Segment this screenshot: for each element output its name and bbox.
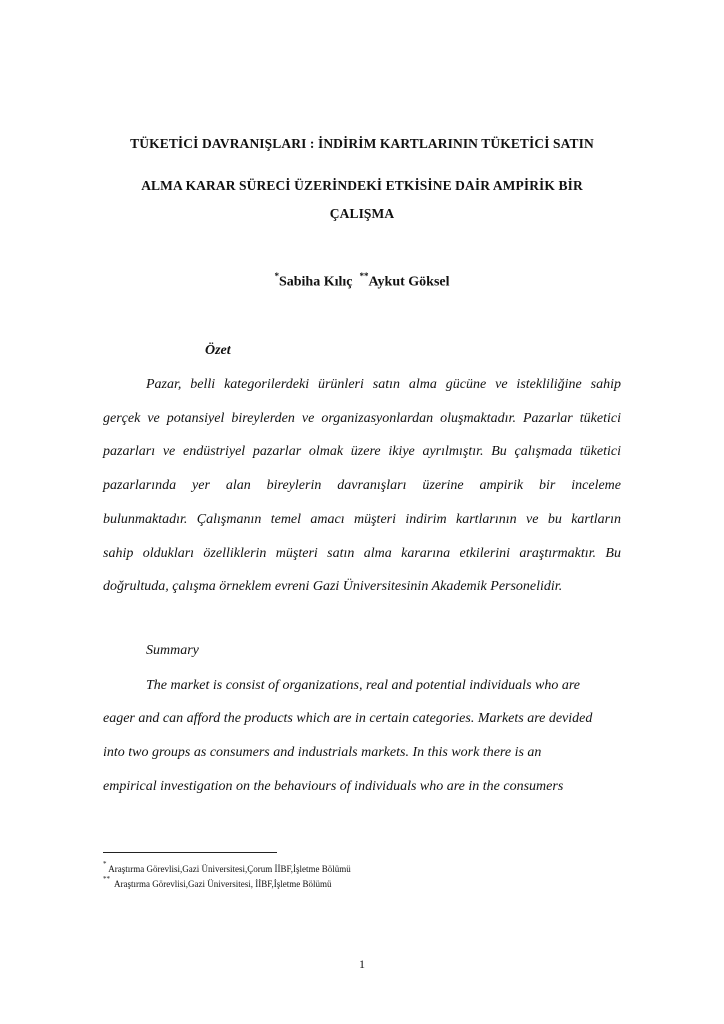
summary-line: The market is consist of organizations, real and potential individuals who are (146, 678, 580, 693)
summary-heading: Summary (146, 643, 199, 658)
ozet-line: gerçek ve potansiyel bireylerden ve organizasyonlardan oluşmaktadır. Pazarlar tüketici (103, 411, 621, 426)
author2-mark: ** (359, 271, 369, 281)
title-line-1: TÜKETİCİ DAVRANIŞLARI : İNDİRİM KARTLARININ TÜKETİCİ SATIN (130, 136, 594, 151)
title-line-2: ALMA KARAR SÜRECİ ÜZERİNDEKİ ETKİSİNE DAİR AMPİRİK BİR (141, 178, 583, 193)
footnote-1-mark: * (103, 860, 107, 868)
ozet-line: sahip oldukları özelliklerin müşteri satın alma kararına etkilerini araştırmaktır. Bu (103, 546, 621, 561)
authors (0, 272, 724, 291)
ozet-line: Pazar, belli kategorilerdeki ürünleri satın alma gücüne ve istekliliğine sahip (146, 377, 621, 392)
summary-line: into two groups as consumers and industrials markets. In this work there is an (103, 745, 542, 760)
title-line-3: ÇALIŞMA (329, 206, 395, 221)
footnote-1 (103, 862, 351, 874)
footnote-2 (103, 877, 332, 889)
ozet-line: pazarlarında yer alan bireylerin davranışları üzerine ampirik bir inceleme (103, 478, 621, 493)
footnote-2-text: Araştırma Görevlisi,Gazi Üniversitesi, İİBF,İşletme Bölümü (110, 879, 332, 889)
summary-line: eager and can afford the products which are in certain categories. Markets are devided (103, 711, 593, 726)
page-number: 1 (359, 957, 365, 971)
author1-mark: * (274, 271, 279, 281)
footnote-2-mark: ** (103, 875, 110, 883)
ozet-heading: Özet (205, 343, 231, 358)
author2-name: Aykut Göksel (368, 274, 450, 290)
author1-name: Sabiha Kılıç (278, 274, 353, 290)
ozet-line: bulunmaktadır. Çalışmanın temel amacı müşteri indirim kartlarının ve bu kartların (103, 512, 621, 527)
ozet-line: doğrultuda, çalışma örneklem evreni Gazi Üniversitesinin Akademik Personelidir. (103, 579, 563, 594)
ozet-line: pazarları ve endüstriyel pazarlar olmak üzere ikiye ayrılmıştır. Bu çalışmada tüketici (103, 444, 621, 459)
footnote-1-text: Araştırma Görevlisi,Gazi Üniversitesi,Çorum İİBF,İşletme Bölümü (106, 864, 351, 874)
summary-line: empirical investigation on the behaviours of individuals who are in the consumers (103, 779, 564, 794)
footnote-divider (103, 852, 277, 853)
